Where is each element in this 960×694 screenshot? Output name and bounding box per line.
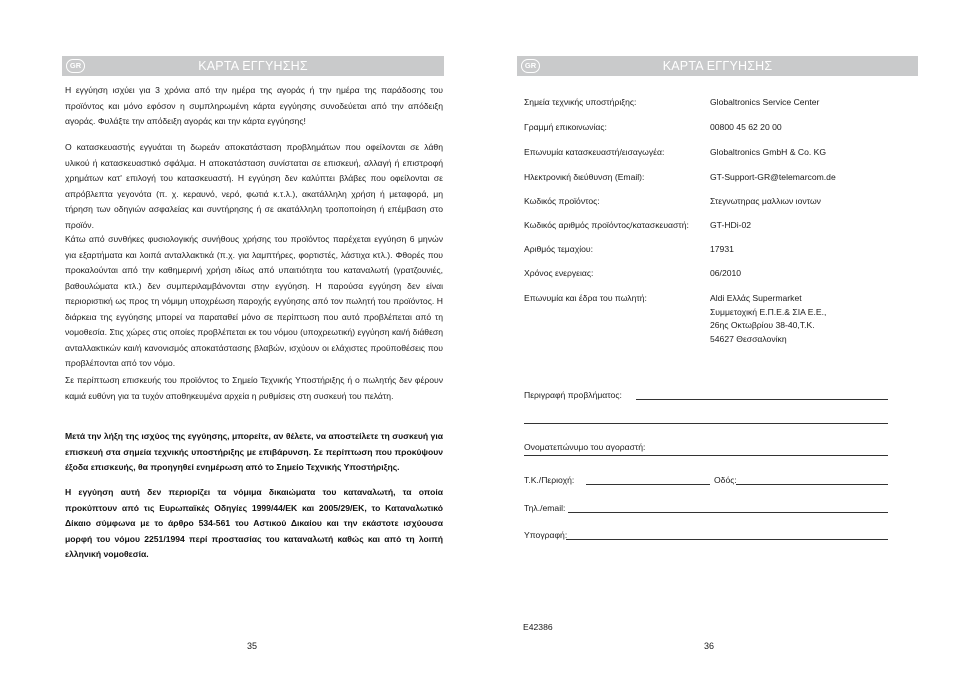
info-value: 06/2010: [710, 268, 742, 278]
info-label: Ηλεκτρονική διεύθυνση (Email):: [524, 172, 645, 182]
info-value: GT-HDi-02: [710, 220, 752, 230]
warranty-card-title: ΚΑΡΤΑ ΕΓΓΥΗΣΗΣ: [198, 59, 308, 73]
signature-label: Υπογραφή:: [524, 530, 568, 540]
problem-description-field-1[interactable]: [636, 399, 888, 400]
page-number-right: 36: [704, 641, 715, 651]
info-label: Αριθμός τεμαχίου:: [524, 244, 594, 254]
seller-address-line: Aldi Ελλάς Supermarket: [710, 293, 802, 303]
info-value: Globaltronics Service Center: [710, 97, 820, 107]
info-value: GT-Support-GR@telemarcom.de: [710, 172, 836, 182]
gr-language-badge: GR: [66, 59, 85, 73]
info-value: Στεγνωτηρας μαλλιων ιοντων: [710, 196, 821, 206]
postcode-area-field[interactable]: [586, 484, 710, 485]
consumer-rights-paragraph: Η εγγύηση αυτή δεν περιορίζει τα νόμιμα δικαιώματα του καταναλωτή, τα οποία προκύπτουν από τις Ευρωπαϊκές Οδηγίες 1999/44/ΕΚ και 2005/29/ΕΚ, το Καταναλωτικό Δίκαιο σύμφωνα με το άρθρο 534-561 του Αστικού Δικαίου και την εκάστοτε ισχύουσα μορφή του νόμου 2251/1994 περί προστασίας του καταναλωτή καθώς και από τη λοιπή ελληνική νομοθεσία.: [65, 487, 443, 559]
warranty-header-bar: [62, 56, 444, 76]
info-value: Globaltronics GmbH & Co. KG: [710, 147, 827, 157]
warranty-card-title: ΚΑΡΤΑ ΕΓΓΥΗΣΗΣ: [662, 59, 773, 73]
product-code-label: E42386: [523, 622, 553, 632]
seller-address-line: 26ης Οκτωβρίου 38-40,Τ.Κ.: [710, 320, 815, 330]
info-label: Κωδικός αριθμός προϊόντος/κατασκευαστή:: [524, 220, 689, 230]
data-liability-paragraph: Σε περίπτωση επισκευής του προϊόντος το Σημείο Τεχνικής Υποστήριξης ή ο πωλητής δεν φέρουν καμιά ευθύνη για τα τυχόν αποθηκευμένα αρχεία η ρυθμίσεις στη συσκευή του πελάτη.: [65, 375, 443, 401]
info-label: Σημεία τεχνικής υποστήριξης:: [524, 97, 637, 107]
normal-use-paragraph: Κάτω από συνθήκες φυσιολογικής συνήθους χρήσης του προϊόντος παρέχεται εγγύηση 6 μηνών για εξαρτήματα και λοιπά ανταλλακτικά (π.χ. για λαμπτήρες, φορτιστές, λάστιχα κτλ.). Φθορές που προκαλούνται από την καθημερινή χρήση ιδίως από υπαιτιότητα του καταναλωτή (γρατζουνιές, βαθουλώματα κτλ.) δεν συμπεριλαμβάνονται στην εγγύηση. Η παρούσα εγγύηση δεν είναι περιοριστική ως προς τη νόμιμη υποχρέωση παροχής εγγύησης από τον πωλητή του προϊόντος. Η διάρκεια της εγγύησης μπορεί να παραταθεί μόνο σε περίπτωση που αυτό προβλέπεται από τη νομοθεσία. Στις χώρες στις οποίες προβλέπεται εκ του νόμου (υποχρεωτική) εγγύηση και/ή διάθεση ανταλλακτικών και/ή κανονισμός αποκατάστασης βλαβών, ισχύουν οι ελάχιστες προϋποθέσεις που προβλέπονται από τον νόμο.: [65, 234, 443, 368]
right-page: [480, 0, 960, 694]
signature-field[interactable]: [566, 539, 888, 540]
warranty-header-bar: [517, 56, 918, 76]
info-label: Γραμμή επικοινωνίας:: [524, 122, 607, 132]
info-label: Κωδικός προϊόντος:: [524, 196, 600, 206]
buyer-name-field[interactable]: [524, 455, 888, 456]
after-warranty-paragraph: Μετά την λήξη της ισχύος της εγγύησης, μπορείτε, αν θέλετε, να αποστείλετε τη συσκευή για επισκευή στα σημεία τεχνικής υποστήριξης με επιβάρυνση. Σε περίπτωση που προκύψουν έξοδα επισκευής, θα προηγηθεί ενημέρωση από το Σημείο Τεχνικής Υποστήριξης.: [65, 431, 443, 472]
street-field[interactable]: [736, 484, 888, 485]
warranty-validity-paragraph: Η εγγύηση ισχύει για 3 χρόνια από την ημέρα της αγοράς ή την ημέρα της παράδοσης του προϊόντος και μόνο εφόσον η συμπληρωμένη κάρτα εγγύησης συνοδεύεται από την απόδειξη αγοράς. Φυλάξτε την απόδειξη αγοράς και την κάρτα εγγύησης!: [65, 85, 443, 126]
gr-language-badge: GR: [521, 59, 540, 73]
phone-email-field[interactable]: [568, 512, 888, 513]
postcode-area-label: Τ.Κ./Περιοχή:: [524, 475, 575, 485]
problem-description-field-2[interactable]: [524, 423, 888, 424]
phone-email-label: Τηλ./email:: [524, 503, 566, 513]
page-number-left: 35: [247, 641, 258, 651]
seller-address-line: Συμμετοχική Ε.Π.Ε.& ΣΙΑ Ε.Ε.,: [710, 306, 827, 317]
info-label: Χρόνος ενεργειας:: [524, 268, 594, 278]
info-value: 00800 45 62 20 00: [710, 122, 782, 132]
manufacturer-guarantee-paragraph: Ο κατασκευαστής εγγυάται τη δωρεάν αποκατάσταση προβλημάτων που οφείλονται σε λάθη υλικού ή κατασκευαστικό σφάλμα. Η αποκατάσταση συνίσταται σε επισκευή, αλλαγή ή επιστροφή χρημάτων κατ' επιλογή του κατασκευαστή. Η εγγύηση δεν καλύπτει βλάβες που οφείλονται σε απρόβλεπτα γεγονότα (π. χ. κεραυνό, νερό, φωτιά κ.τ.λ.), ακατάλληλη χρήση ή μεταφορά, μη τήρηση των οδηγιών ασφαλείας και συντήρησης ή σε ακατάλληλη τροποποίηση ή επέμβαση στο προϊόν.: [65, 142, 443, 230]
info-value: 17931: [710, 244, 734, 254]
street-label: Οδός:: [714, 475, 737, 485]
problem-description-label: Περιγραφή προβλήματος:: [524, 390, 622, 400]
seller-address: [710, 292, 826, 346]
seller-address-line: 54627 Θεσσαλονίκη: [710, 333, 787, 344]
buyer-name-label: Ονοματεπώνυμο του αγοραστή:: [524, 442, 646, 452]
info-label: Επωνυμία κατασκευαστή/εισαγωγέα:: [524, 147, 665, 157]
info-label: Επωνυμία και έδρα του πωλητή:: [524, 293, 647, 303]
